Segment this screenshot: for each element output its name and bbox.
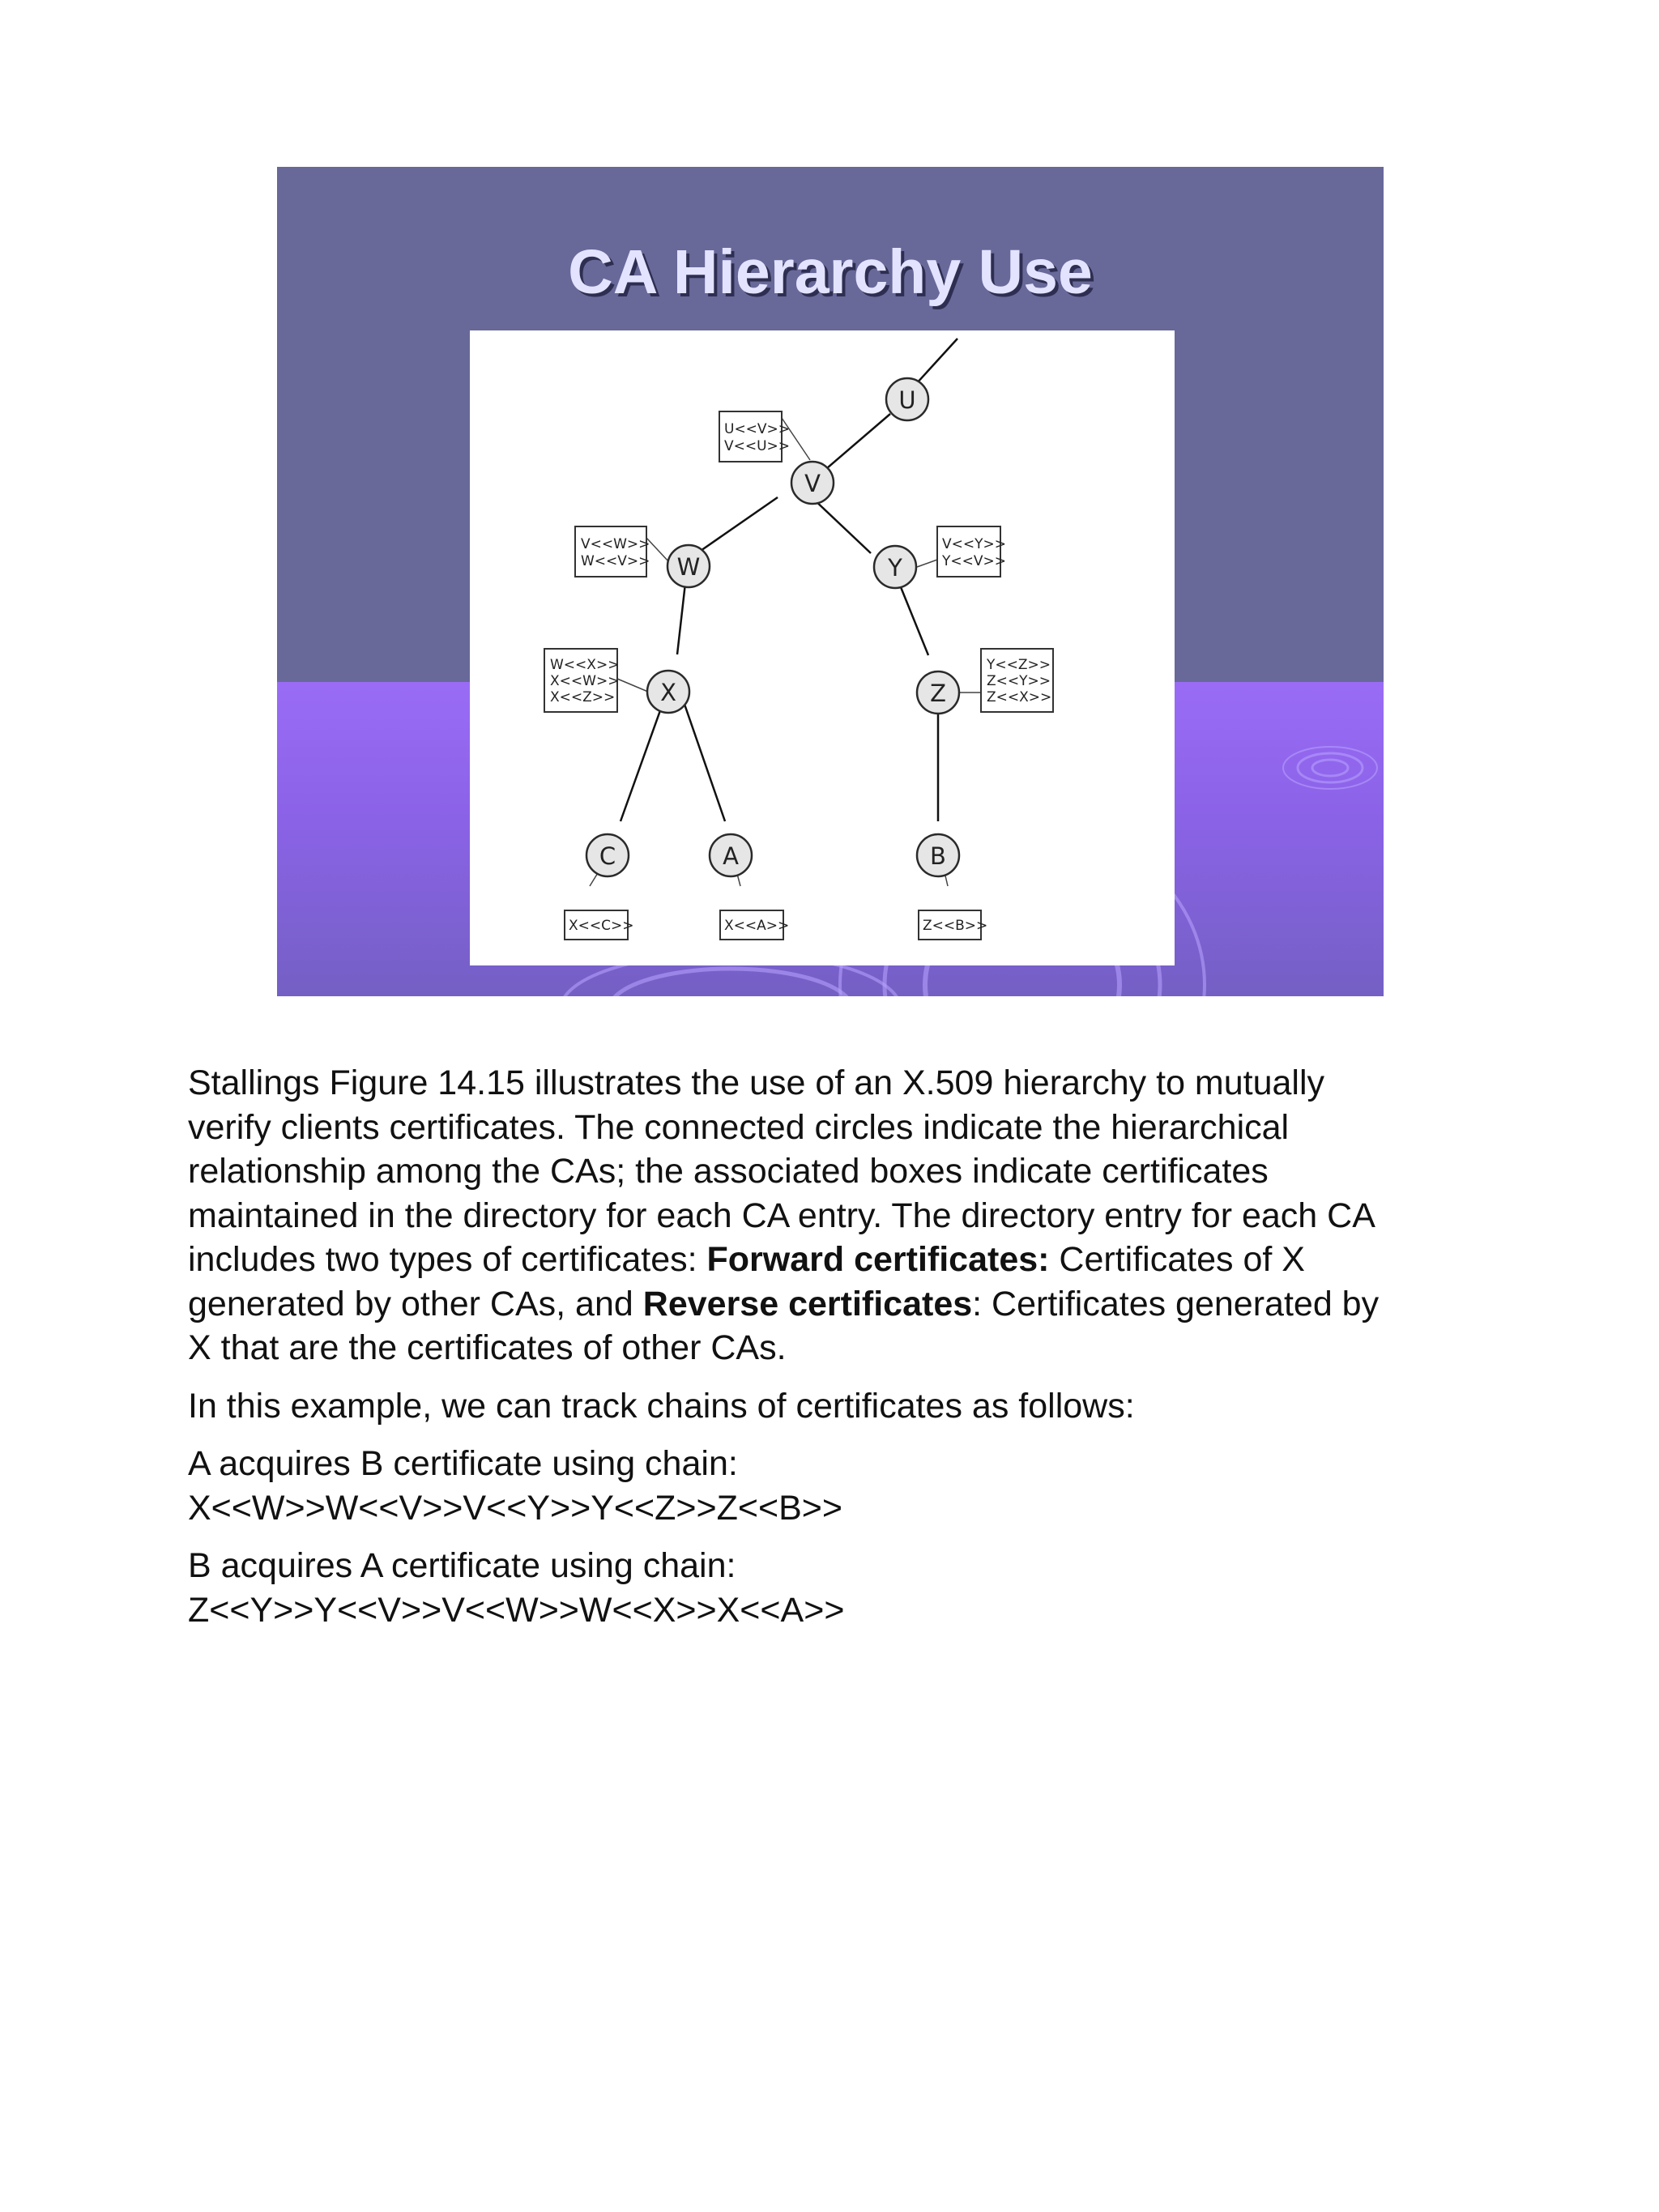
node-b [917, 834, 959, 876]
node-label-c: C [599, 842, 616, 870]
cert-text-x-1: X<<W>> [550, 673, 620, 689]
edge-w-x [677, 583, 685, 654]
edge-y-z [899, 583, 928, 655]
node-c [586, 834, 629, 876]
leader-y [917, 560, 937, 567]
node-label-a: A [723, 842, 739, 870]
chain-a-to-b-label: A acquires B certificate using chain: [188, 1444, 738, 1483]
body-text [188, 1061, 1484, 1646]
node-label-w: W [676, 553, 701, 581]
node-label-v: V [804, 470, 821, 497]
explanation-line-1: Stallings Figure 14.15 illustrates the use of an X.509 hierarchy to mutually [188, 1063, 1325, 1102]
cert-box-w [575, 526, 650, 577]
cert-text-w-0: V<<W>> [581, 536, 650, 552]
explanation-line-3: relationship among the CAs; the associated boxes indicate certificates [188, 1152, 1269, 1191]
explanation-line-5-tail: Certificates of X [1049, 1240, 1305, 1279]
cert-box-z [981, 649, 1053, 712]
node-a [710, 834, 752, 876]
slide-title: CA Hierarchy Use [568, 237, 1093, 307]
cert-box-a [720, 910, 789, 940]
cert-text-z-2: Z<<X>> [987, 689, 1052, 705]
node-label-x: X [660, 679, 676, 706]
cert-box-y [937, 526, 1006, 577]
edge-x-a [680, 693, 725, 821]
node-y [874, 546, 916, 588]
paragraph-example-intro: In this example, we can track chains of certificates as follows: [188, 1386, 1135, 1426]
paragraph-chain-b-to-a [188, 1544, 1484, 1632]
cert-text-c-0: X<<C>> [569, 918, 634, 934]
cert-text-y-1: Y<<V>> [942, 553, 1006, 569]
node-u [886, 378, 928, 420]
reverse-certificates-term: Reverse certificates [642, 1284, 973, 1323]
node-label-z: Z [930, 680, 946, 707]
explanation-line-6 [188, 1282, 1484, 1327]
cert-text-x-0: W<<X>> [550, 657, 620, 673]
cert-box-b [919, 910, 987, 940]
leader-x [617, 679, 648, 692]
node-label-u: U [898, 386, 916, 414]
cert-text-z-1: Z<<Y>> [987, 673, 1051, 689]
cert-text-z-0: Y<<Z>> [987, 657, 1051, 673]
ca-hierarchy-diagram [470, 330, 1175, 965]
cert-text-v-1: V<<U>> [724, 438, 791, 454]
paragraph-chain-a-to-b [188, 1442, 1484, 1530]
edge-v-y [812, 497, 871, 553]
node-label-y: Y [888, 554, 902, 582]
explanation-line-2: verify clients certificates. The connected circles indicate the hierarchical [188, 1107, 1290, 1147]
node-x [647, 671, 689, 713]
cert-box-x [544, 649, 619, 712]
cert-text-x-2: X<<Z>> [550, 689, 616, 705]
ca-tree-svg [470, 330, 1175, 965]
chain-b-to-a-sequence: Z<<Y>>Y<<V>>V<<W>>W<<X>>X<<A>> [188, 1590, 845, 1630]
cert-box-v [719, 411, 790, 462]
node-label-b: B [930, 842, 946, 870]
explanation-line-7: X that are the certificates of other CAs. [188, 1328, 787, 1367]
cert-text-w-1: W<<V>> [581, 553, 650, 569]
node-v [791, 462, 834, 504]
explanation-line-5-text: includes two types of certificates: [188, 1240, 707, 1279]
node-w [667, 545, 710, 587]
cert-text-b-0: Z<<B>> [923, 918, 988, 934]
node-z [917, 671, 959, 714]
forward-certificates-term: Forward certificates: [706, 1240, 1050, 1279]
chain-b-to-a-label: B acquires A certificate using chain: [188, 1546, 736, 1585]
explanation-line-6-tail: : Certificates generated by [972, 1284, 1380, 1323]
cert-text-v-0: U<<V>> [724, 421, 791, 437]
cert-text-a-0: X<<A>> [724, 918, 790, 934]
explanation-line-4: maintained in the directory for each CA entry. The directory entry for each CA [188, 1196, 1375, 1235]
edge-v-w [698, 497, 778, 552]
paragraph-explanation [188, 1061, 1484, 1370]
explanation-line-5 [188, 1238, 1484, 1282]
cert-box-c [565, 910, 634, 940]
explanation-line-6-text: generated by other CAs, and [188, 1284, 643, 1323]
cert-text-y-0: V<<Y>> [942, 536, 1006, 552]
chain-a-to-b-sequence: X<<W>>W<<V>>V<<Y>>Y<<Z>>Z<<B>> [188, 1488, 843, 1528]
